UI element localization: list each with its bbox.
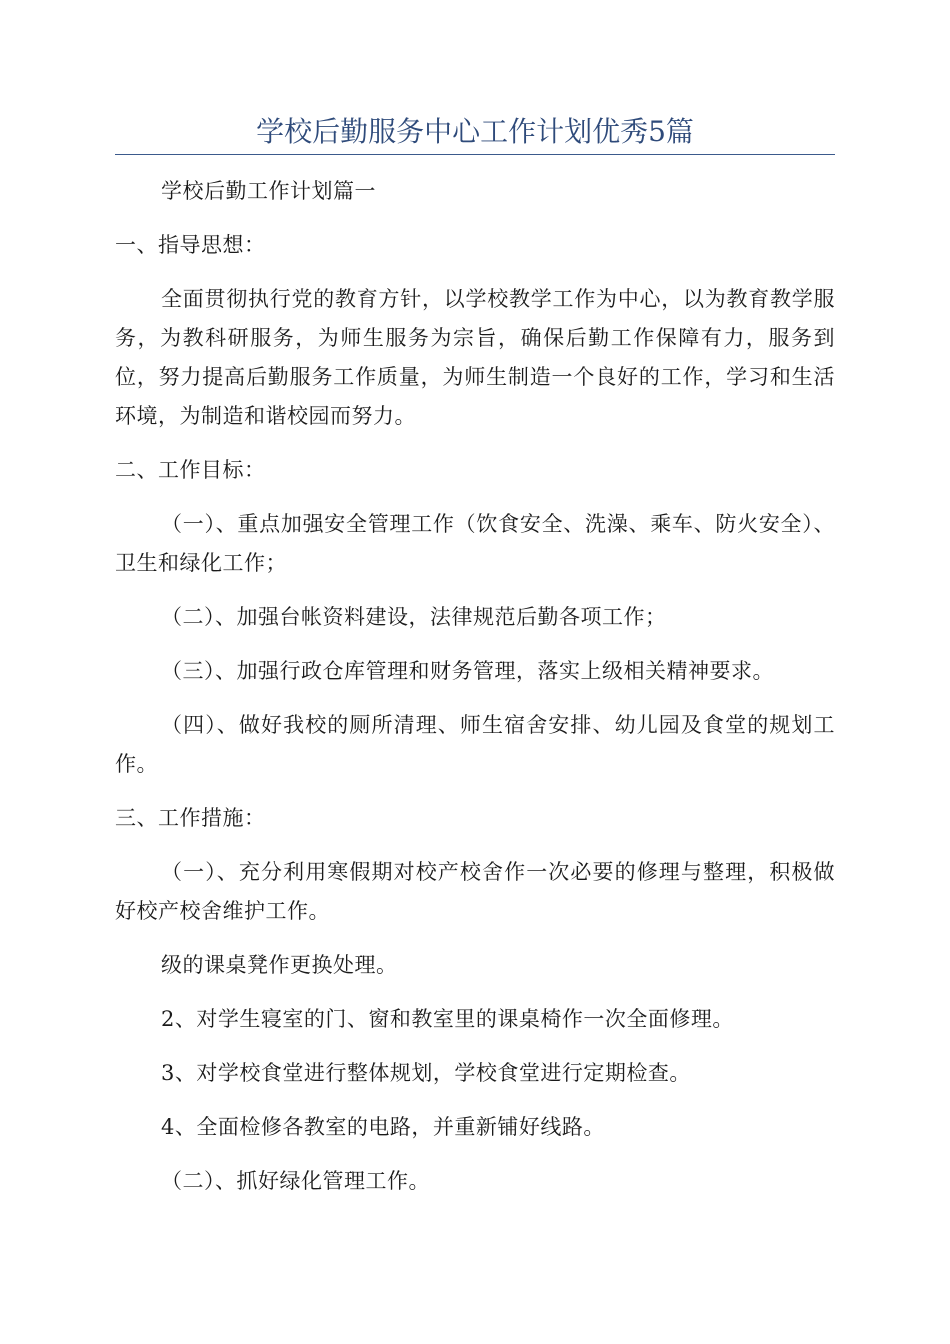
measure-item-1: （一）、充分利用寒假期对校产校舍作一次必要的修理与整理，积极做好校产校舍维护工作。 bbox=[115, 860, 835, 923]
document-title: 学校后勤服务中心工作计划优秀5篇 bbox=[256, 115, 694, 148]
heading-guiding-ideology: 一、指导思想： bbox=[115, 233, 266, 257]
measure-item-2: （二）、抓好绿化管理工作。 bbox=[161, 1169, 430, 1193]
measure-subitem-3: 3、对学校食堂进行整体规划，学校食堂进行定期检查。 bbox=[161, 1061, 691, 1085]
goal-item-3: （三）、加强行政仓库管理和财务管理，落实上级相关精神要求。 bbox=[161, 659, 774, 683]
goal-item-1: （一）、重点加强安全管理工作（饮食安全、洗澡、乘车、防火安全）、卫生和绿化工作； bbox=[115, 512, 835, 575]
measure-subitem-2: 2、对学生寝室的门、窗和教室里的课桌椅作一次全面修理。 bbox=[161, 1007, 734, 1031]
title-underline bbox=[115, 154, 835, 155]
paragraph-guiding-ideology: 全面贯彻执行党的教育方针，以学校教学工作为中心，以为教育教学服务，为教科研服务，为师生服务为宗旨，确保后勤工作保障有力，服务到位，努力提高后勤服务工作质量，为师生制造一个良好的工作，学习和生活环境，为制造和谐校园而努力。 bbox=[115, 287, 835, 428]
section-heading-plan-one: 学校后勤工作计划篇一 bbox=[161, 179, 376, 203]
goal-item-2: （二）、加强台帐资料建设，法律规范后勤各项工作； bbox=[161, 605, 667, 629]
heading-work-goals: 二、工作目标： bbox=[115, 458, 266, 482]
document-body bbox=[115, 172, 835, 1201]
measure-item-desks: 级的课桌凳作更换处理。 bbox=[161, 953, 398, 977]
goal-item-4: （四）、做好我校的厕所清理、师生宿舍安排、幼儿园及食堂的规划工作。 bbox=[115, 713, 835, 776]
heading-work-measures: 三、工作措施： bbox=[115, 806, 266, 830]
measure-subitem-4: 4、全面检修各教室的电路，并重新铺好线路。 bbox=[161, 1115, 605, 1139]
